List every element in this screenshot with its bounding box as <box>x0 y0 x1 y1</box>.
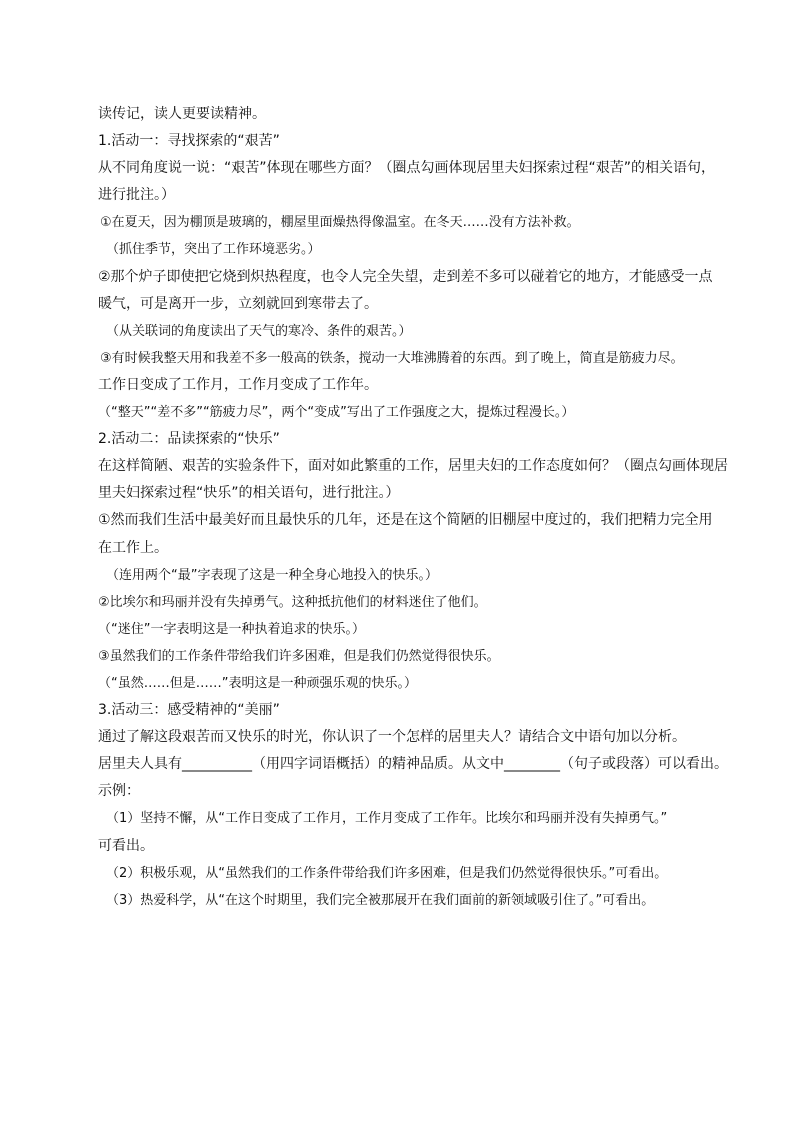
activity-three-fill-in: 居里夫人具有__________（用四字词语概括）的精神品质。从文中________（句子或段落）可以看出。 <box>98 756 728 773</box>
example-one-annotation: （抓住季节，突出了工作环境恶劣。） <box>106 242 321 258</box>
example-three-annotation: （“整天”“差不多”“筋疲力尽”，两个“变成”写出了工作强度之大，提炼过程漫长。） <box>98 405 575 421</box>
intro-line: 读传记，读人更要读精神。 <box>98 106 266 122</box>
joy-example-one-annotation: （连用两个“最”字表现了这是一种全身心地投入的快乐。） <box>106 567 438 583</box>
joy-example-two-sentence: ②比埃尔和玛丽并没有失掉勇气。这种抵抗他们的材料迷住了他们。 <box>98 594 487 610</box>
joy-example-three-annotation: （“虽然……但是……”表明这是一种顽强乐观的快乐。） <box>98 675 417 691</box>
activity-two-question-line-1: 在这样简陋、艰苦的实验条件下，面对如此繁重的工作，居里夫妇的工作态度如何？（圈点勾画体现居 <box>98 458 728 475</box>
joy-example-one-line-2: 在工作上。 <box>98 539 168 556</box>
activity-three-question: 通过了解这段艰苦而又快乐的时光，你认识了一个怎样的居里夫人？请结合文中语句加以分析。 <box>98 729 686 746</box>
example-two-sentence-line-1: ②那个炉子即使把它烧到炽热程度，也令人完全失望，走到差不多可以碰着它的地方，才能感受一点 <box>98 268 713 285</box>
joy-example-two-annotation: （“迷住”一字表明这是一种执着追求的快乐。） <box>98 621 365 637</box>
activity-three-heading: 3.活动三：感受精神的“美丽” <box>98 702 280 719</box>
activity-two-question-line-2: 里夫妇探索过程“快乐”的相关语句，进行批注。） <box>98 485 400 502</box>
activity-one-question-line-2: 进行批注。） <box>98 187 175 204</box>
example-three-sentence-cont: 工作日变成了工作月，工作月变成了工作年。 <box>98 376 378 393</box>
sample-one-line-2: 可看出。 <box>98 837 154 854</box>
activity-two-heading: 2.活动二：品读探索的“快乐” <box>98 431 280 448</box>
sample-one-line-1: （1）坚持不懈，从“工作日变成了工作月，工作月变成了工作年。比埃尔和玛丽并没有失掉勇气。” <box>106 811 668 827</box>
example-one-sentence: ①在夏天，因为棚顶是玻璃的，棚屋里面燥热得像温室。在冬天……没有方法补救。 <box>100 215 580 231</box>
joy-example-one-line-1: ①然而我们生活中最美好而且最快乐的几年，还是在这个简陋的旧棚屋中度过的，我们把精力完全用 <box>98 512 713 529</box>
joy-example-three-sentence: ③虽然我们的工作条件带给我们许多困难，但是我们仍然觉得很快乐。 <box>98 648 500 664</box>
activity-one-question-line-1: 从不同角度说一说：“艰苦”体现在哪些方面？（圈点勾画体现居里夫妇探索过程“艰苦”的相关语句， <box>98 160 716 177</box>
activity-one-heading: 1.活动一：寻找探索的“艰苦” <box>98 133 280 150</box>
example-three-sentence: ③有时候我整天用和我差不多一般高的铁条，搅动一大堆沸腾着的东西。到了晚上，简直是筋疲力尽。 <box>100 350 684 366</box>
sample-label: 示例： <box>98 783 140 800</box>
example-two-sentence-line-2: 暖气，可是离开一步，立刻就回到寒带去了。 <box>98 295 378 312</box>
sample-two: （2）积极乐观，从“虽然我们的工作条件带给我们许多困难，但是我们仍然觉得很快乐。”可看出。 <box>106 865 668 881</box>
sample-three: （3）热爱科学，从“在这个时期里，我们完全被那展开在我们面前的新领域吸引住了。”可看出。 <box>106 892 655 908</box>
example-two-annotation: （从关联词的角度读出了天气的寒冷、条件的艰苦。） <box>106 323 412 339</box>
